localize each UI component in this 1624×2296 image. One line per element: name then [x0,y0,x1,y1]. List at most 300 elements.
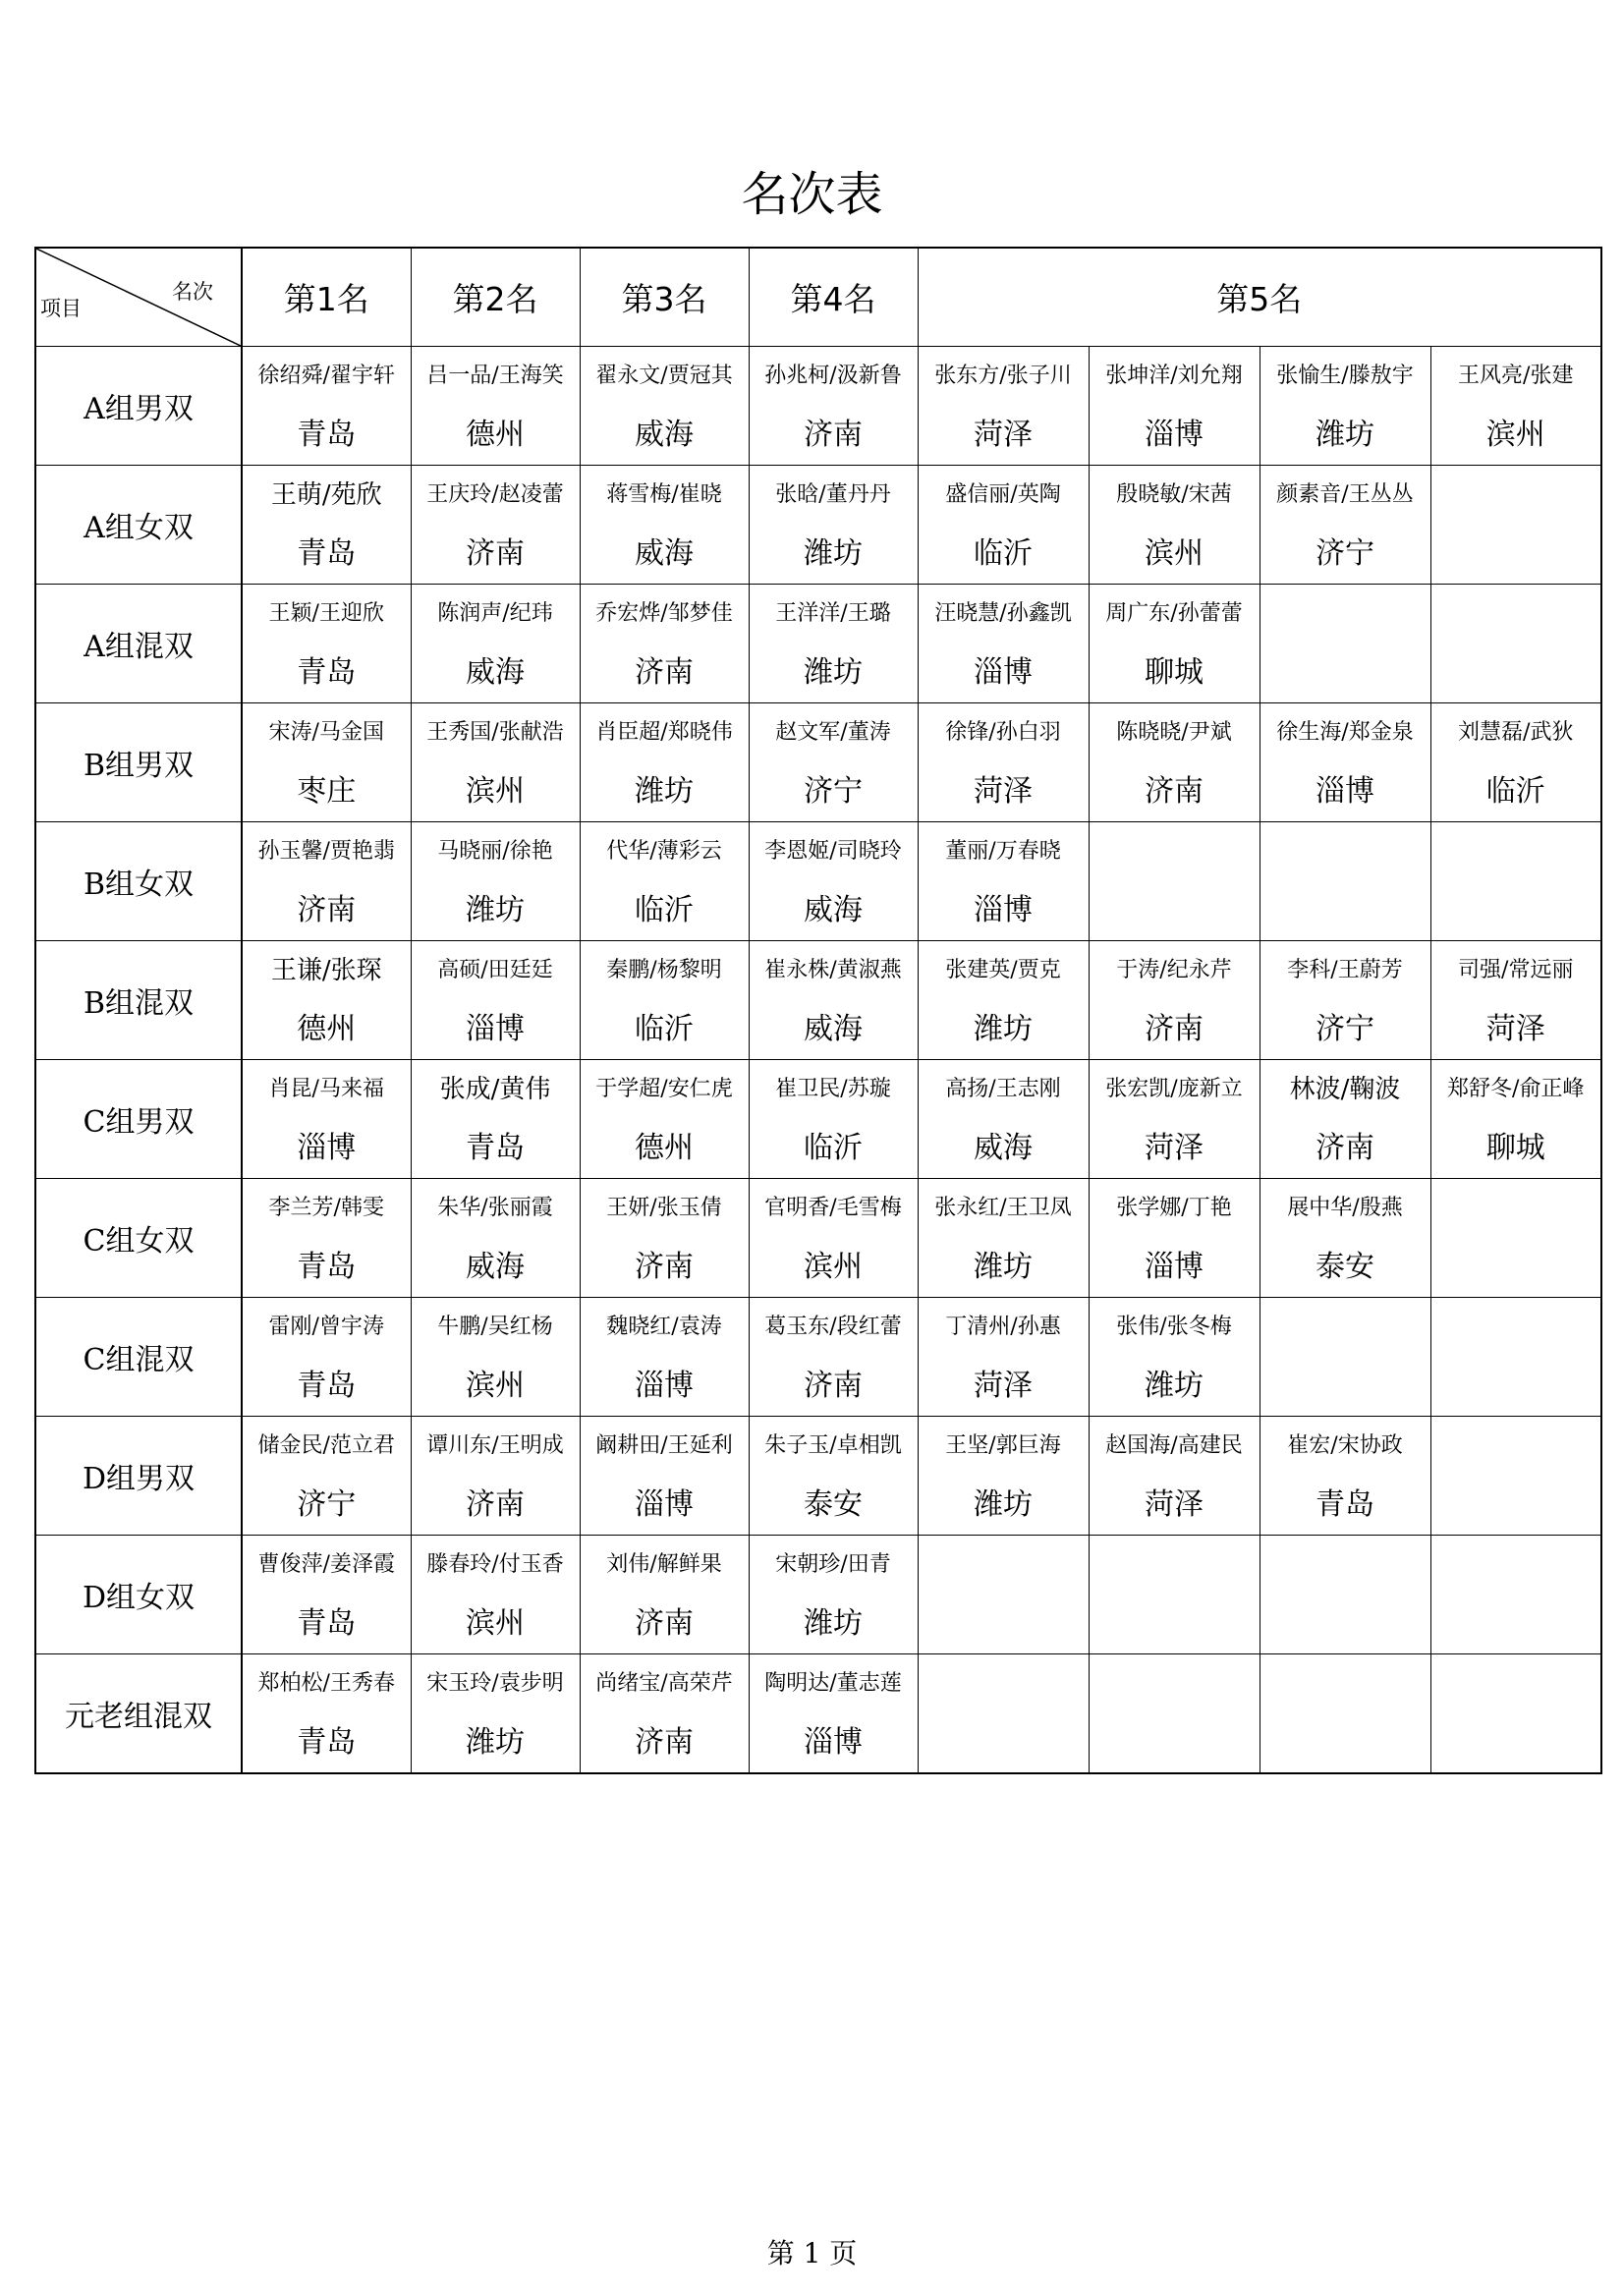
player-names [1431,1654,1601,1713]
entry-cell [1430,584,1601,702]
entry-cell [242,1653,411,1773]
player-names: 朱华/张丽霞 [437,1195,553,1220]
player-names: 牛鹏/吴红杨 [437,1314,553,1339]
entry-cell [242,1416,411,1535]
city-name: 滨州 [466,1368,525,1403]
city-name: 威海 [466,654,525,690]
player-names: 肖臣超/郑晓伟 [595,719,733,745]
entry-cell [1430,1653,1601,1773]
city-name [1090,1595,1260,1653]
player-names: 高硕/田廷廷 [437,957,553,982]
entry-cell [749,821,918,940]
city-name: 潍坊 [974,1486,1033,1522]
entry-cell [411,584,580,702]
city-name [1431,1476,1601,1535]
table-row [35,346,1601,465]
city-name: 威海 [804,892,863,927]
player-names: 肖昆/马来福 [268,1076,384,1101]
player-names [919,1536,1089,1595]
player-names: 刘慧磊/武狄 [1458,719,1574,745]
entry-cell [411,702,580,821]
city-name [1260,1357,1430,1416]
player-names: 于学超/安仁虎 [595,1076,733,1101]
entry-cell [1430,702,1601,821]
player-names: 张学娜/丁艳 [1116,1195,1232,1220]
player-names [1431,1179,1601,1238]
entry-cell [580,1416,749,1535]
entry-cell [1260,1416,1430,1535]
city-name: 青岛 [1316,1486,1374,1522]
entry-cell [749,1297,918,1416]
player-names [1260,822,1430,881]
category-cell: 元老组混双 [35,1653,242,1773]
player-names: 张坤洋/刘允翔 [1105,363,1243,388]
city-name [1260,1713,1430,1772]
city-name: 威海 [804,1011,863,1046]
city-name: 济南 [804,1368,863,1403]
entry-cell [749,940,918,1059]
player-names: 宋涛/马金国 [268,719,384,745]
entry-cell [242,1535,411,1653]
entry-cell [749,584,918,702]
player-names [1431,585,1601,644]
player-names: 代华/薄彩云 [606,838,722,864]
city-name: 济南 [1145,773,1204,809]
category-cell: D组女双 [35,1535,242,1653]
entry-cell [242,821,411,940]
player-names: 张晗/董丹丹 [775,481,891,507]
player-names [1431,822,1601,881]
player-names: 王萌/苑欣 [270,479,382,510]
city-name: 潍坊 [804,654,863,690]
city-name: 潍坊 [1145,1368,1204,1403]
entry-cell [1260,702,1430,821]
player-names: 高扬/王志刚 [945,1076,1061,1101]
city-name: 滨州 [1145,535,1204,571]
city-name [1090,1713,1260,1772]
player-names: 储金民/范立君 [257,1432,395,1458]
entry-cell [1089,465,1260,584]
player-names: 崔永株/黄淑燕 [764,957,902,982]
entry-cell [918,346,1089,465]
city-name: 济南 [466,535,525,571]
player-names: 郑柏松/王秀春 [257,1670,395,1696]
category-cell: A组男双 [35,346,242,465]
player-names: 葛玉东/段红蕾 [764,1314,902,1339]
city-name: 淄博 [1145,1249,1204,1284]
city-name: 临沂 [804,1130,863,1165]
entry-cell [1260,584,1430,702]
header-rank-1: 第1名 [242,248,411,346]
table-row [35,1059,1601,1178]
city-name [1431,1595,1601,1653]
entry-cell [580,1653,749,1773]
city-name: 泰安 [1316,1249,1374,1284]
table-row [35,584,1601,702]
city-name: 临沂 [635,1011,694,1046]
city-name: 青岛 [297,417,357,452]
entry-cell [1430,1297,1601,1416]
ranking-table [34,247,1602,1774]
category-cell: A组混双 [35,584,242,702]
player-names: 马晓丽/徐艳 [437,838,553,864]
city-name: 滨州 [466,773,525,809]
entry-cell [580,1059,749,1178]
table-row [35,821,1601,940]
category-cell: C组女双 [35,1178,242,1297]
city-name: 淄博 [804,1724,863,1760]
city-name: 济宁 [1316,535,1374,571]
entry-cell [749,1416,918,1535]
entry-cell [580,346,749,465]
player-names: 赵文军/董涛 [775,719,891,745]
header-rank-5: 第5名 [918,248,1601,346]
city-name: 济宁 [297,1486,357,1522]
entry-cell [749,346,918,465]
entry-cell [580,1297,749,1416]
category-cell: B组男双 [35,702,242,821]
corner-item-label: 项目 [40,296,82,320]
city-name [919,1713,1089,1772]
player-names: 徐绍舜/翟宇轩 [257,363,395,388]
entry-cell [1089,702,1260,821]
player-names: 陶明达/董志莲 [764,1670,902,1696]
player-names [1431,1536,1601,1595]
city-name: 济南 [297,892,357,927]
entry-cell [1089,584,1260,702]
city-name: 德州 [635,1130,694,1165]
player-names: 李恩姬/司晓玲 [764,838,902,864]
city-name [919,1595,1089,1653]
player-names: 滕春玲/付玉香 [426,1551,564,1577]
player-names: 汪晓慧/孙鑫凯 [934,600,1072,626]
entry-cell [918,1178,1089,1297]
city-name: 菏泽 [974,773,1033,809]
table-row [35,940,1601,1059]
player-names: 林波/鞠波 [1289,1074,1401,1104]
entry-cell [918,465,1089,584]
entry-cell [1260,1297,1430,1416]
city-name [1431,881,1601,940]
player-names: 王洋洋/王璐 [775,600,891,626]
category-cell: B组混双 [35,940,242,1059]
entry-cell [749,465,918,584]
category-cell: A组女双 [35,465,242,584]
player-names: 王坚/郭巨海 [945,1432,1061,1458]
header-row [35,248,1601,346]
city-name: 青岛 [297,654,357,690]
player-names: 郑舒冬/俞正峰 [1447,1076,1585,1101]
city-name [1431,525,1601,584]
city-name: 威海 [635,417,694,452]
entry-cell [749,1535,918,1653]
player-names: 张伟/张冬梅 [1116,1314,1232,1339]
entry-cell [1430,1416,1601,1535]
city-name: 滨州 [1485,417,1545,452]
player-names: 刘伟/解鲜果 [606,1551,722,1577]
city-name: 聊城 [1145,654,1204,690]
city-name: 淄博 [1145,417,1204,452]
entry-cell [1260,821,1430,940]
entry-cell [411,465,580,584]
city-name [1431,644,1601,702]
city-name: 泰安 [804,1486,863,1522]
entry-cell [749,1059,918,1178]
city-name: 淄博 [297,1130,357,1165]
entry-cell [918,1297,1089,1416]
page-number: 第 1 页 [766,2237,858,2269]
player-names: 张愉生/滕敖宇 [1276,363,1414,388]
entry-cell [749,1178,918,1297]
player-names: 宋朝珍/田青 [775,1551,891,1577]
city-name: 济宁 [1316,1011,1374,1046]
entry-cell [1089,1535,1260,1653]
entry-cell [1089,821,1260,940]
player-names: 阚耕田/王延利 [595,1432,733,1458]
city-name: 枣庄 [297,773,357,809]
city-name: 青岛 [297,1368,357,1403]
city-name: 德州 [297,1011,357,1046]
category-cell: C组混双 [35,1297,242,1416]
city-name: 聊城 [1485,1130,1545,1165]
category-cell: C组男双 [35,1059,242,1178]
table-row [35,1535,1601,1653]
city-name: 济南 [804,417,863,452]
player-names [1260,1298,1430,1357]
entry-cell [1089,1297,1260,1416]
entry-cell [580,584,749,702]
entry-cell [580,465,749,584]
player-names: 董丽/万春晓 [945,838,1061,864]
page-title: 名次表 [741,167,883,222]
player-names: 王秀国/张献浩 [426,719,564,745]
entry-cell [242,1178,411,1297]
player-names [1431,1417,1601,1476]
player-names: 王颖/王迎欣 [268,600,384,626]
city-name: 淄博 [635,1486,694,1522]
player-names: 陈润声/纪玮 [437,600,553,626]
city-name: 临沂 [1485,773,1545,809]
city-name: 潍坊 [466,892,525,927]
entry-cell [411,346,580,465]
city-name: 青岛 [297,535,357,571]
city-name: 潍坊 [974,1249,1033,1284]
city-name: 威海 [635,535,694,571]
city-name: 菏泽 [974,417,1033,452]
city-name: 青岛 [297,1724,357,1760]
entry-cell [1260,1178,1430,1297]
player-names: 颜素音/王丛丛 [1276,481,1414,507]
city-name [1260,1595,1430,1653]
city-name [1090,881,1260,940]
player-names: 李兰芳/韩雯 [268,1195,384,1220]
entry-cell [918,940,1089,1059]
entry-cell [580,702,749,821]
city-name: 济南 [635,1724,694,1760]
table-row [35,1653,1601,1773]
entry-cell [1089,1178,1260,1297]
table-row [35,1297,1601,1416]
entry-cell [918,1059,1089,1178]
entry-cell [242,584,411,702]
player-names: 盛信丽/英陶 [945,481,1061,507]
entry-cell [242,1297,411,1416]
entry-cell [411,1535,580,1653]
entry-cell [242,465,411,584]
player-names: 张建英/贾克 [945,957,1061,982]
entry-cell [580,1178,749,1297]
entry-cell [1260,940,1430,1059]
city-name: 菏泽 [1145,1486,1204,1522]
table-row [35,702,1601,821]
city-name: 济南 [1145,1011,1204,1046]
city-name [1260,881,1430,940]
player-names: 翟永文/贾冠其 [595,363,733,388]
city-name: 青岛 [466,1130,525,1165]
entry-cell [242,940,411,1059]
player-names: 孙兆柯/汲新鲁 [764,363,902,388]
entry-cell [580,1535,749,1653]
player-names: 蒋雪梅/崔晓 [606,481,722,507]
player-names: 朱子玉/卓相凯 [764,1432,902,1458]
player-names: 王庆玲/赵凌蕾 [426,481,564,507]
entry-cell [918,1653,1089,1773]
entry-cell [411,1059,580,1178]
city-name: 济南 [635,654,694,690]
player-names: 崔宏/宋协政 [1287,1432,1403,1458]
city-name: 德州 [466,417,525,452]
entry-cell [580,821,749,940]
entry-cell [242,1059,411,1178]
city-name: 威海 [466,1249,525,1284]
player-names [1260,1654,1430,1713]
player-names: 张永红/王卫凤 [934,1195,1072,1220]
city-name: 淄博 [635,1368,694,1403]
city-name: 菏泽 [1485,1011,1545,1046]
city-name [1431,1357,1601,1416]
category-cell: D组男双 [35,1416,242,1535]
city-name: 潍坊 [974,1011,1033,1046]
player-names: 丁清州/孙惠 [945,1314,1061,1339]
city-name: 济南 [635,1605,694,1641]
player-names: 孙玉馨/贾艳翡 [257,838,395,864]
city-name: 潍坊 [1316,417,1374,452]
entry-cell [1430,821,1601,940]
player-names [1431,466,1601,525]
entry-cell [1089,346,1260,465]
city-name: 菏泽 [974,1368,1033,1403]
table-row [35,1178,1601,1297]
city-name: 滨州 [466,1605,525,1641]
entry-cell [242,346,411,465]
entry-cell [1089,1059,1260,1178]
entry-cell [1089,1653,1260,1773]
player-names: 徐生海/郑金泉 [1276,719,1414,745]
city-name [1260,644,1430,702]
city-name: 临沂 [635,892,694,927]
city-name: 潍坊 [804,1605,863,1641]
city-name: 淄博 [466,1011,525,1046]
entry-cell [1260,465,1430,584]
player-names: 尚绪宝/高荣芹 [595,1670,733,1696]
table-row [35,1416,1601,1535]
city-name: 临沂 [974,535,1033,571]
player-names: 李科/王蔚芳 [1287,957,1403,982]
entry-cell [918,1416,1089,1535]
player-names: 陈晓晓/尹斌 [1116,719,1232,745]
city-name: 青岛 [297,1249,357,1284]
city-name: 淄博 [974,654,1033,690]
player-names: 雷刚/曾宇涛 [268,1314,384,1339]
player-names: 展中华/殷燕 [1287,1195,1403,1220]
player-names: 于涛/纪永芹 [1116,957,1232,982]
city-name: 潍坊 [804,535,863,571]
player-names [1090,1536,1260,1595]
entry-cell [1430,465,1601,584]
city-name: 济宁 [804,773,863,809]
entry-cell [1430,940,1601,1059]
entry-cell [411,1416,580,1535]
player-names: 张宏凯/庞新立 [1105,1076,1243,1101]
city-name: 潍坊 [466,1724,525,1760]
player-names [1090,822,1260,881]
player-names [919,1654,1089,1713]
entry-cell [1260,1059,1430,1178]
player-names: 崔卫民/苏璇 [775,1076,891,1101]
entry-cell [918,821,1089,940]
player-names: 王妍/张玉倩 [606,1195,722,1220]
entry-cell [918,1535,1089,1653]
player-names: 魏晓红/袁涛 [606,1314,722,1339]
entry-cell [1430,1059,1601,1178]
player-names [1090,1654,1260,1713]
entry-cell [580,940,749,1059]
player-names: 周广东/孙蕾蕾 [1105,600,1243,626]
entry-cell [411,1178,580,1297]
player-names: 赵国海/高建民 [1105,1432,1243,1458]
city-name: 滨州 [804,1249,863,1284]
entry-cell [918,584,1089,702]
entry-cell [411,1297,580,1416]
player-names: 官明香/毛雪梅 [764,1195,902,1220]
player-names: 徐锋/孙白羽 [945,719,1061,745]
player-names: 谭川东/王明成 [426,1432,564,1458]
entry-cell [749,1653,918,1773]
player-names: 吕一品/王海笑 [426,363,564,388]
header-rank-4: 第4名 [749,248,918,346]
city-name: 济南 [466,1486,525,1522]
header-rank-2: 第2名 [411,248,580,346]
player-names: 张东方/张子川 [934,363,1072,388]
entry-cell [411,821,580,940]
entry-cell [1260,1653,1430,1773]
player-names: 秦鹏/杨黎明 [606,957,722,982]
city-name [1431,1713,1601,1772]
player-names: 殷晓敏/宋茜 [1116,481,1232,507]
entry-cell [242,702,411,821]
city-name: 淄博 [974,892,1033,927]
city-name: 济南 [1316,1130,1374,1165]
entry-cell [1089,940,1260,1059]
entry-cell [1089,1416,1260,1535]
player-names [1260,1536,1430,1595]
player-names: 王谦/张琛 [270,955,382,985]
entry-cell [918,702,1089,821]
category-cell: B组女双 [35,821,242,940]
player-names [1260,585,1430,644]
city-name: 菏泽 [1145,1130,1204,1165]
city-name: 潍坊 [635,773,694,809]
